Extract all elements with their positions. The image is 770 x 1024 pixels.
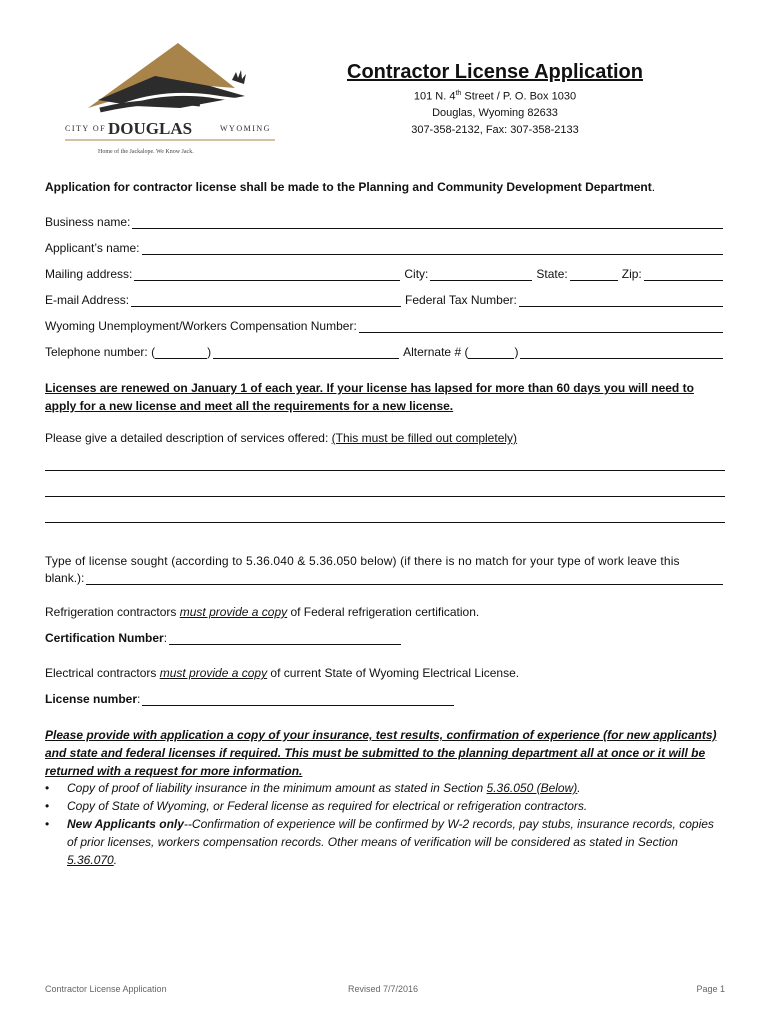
footer-title: Contractor License Application [45,984,167,994]
business-name-field[interactable] [132,216,723,229]
telephone-row [45,345,725,359]
state-label: State: [536,267,568,281]
refrigeration-post: of Federal refrigeration certification. [287,605,480,619]
page-title: Contractor License Application [347,61,643,83]
services-row [45,431,725,445]
electrical-pre: Electrical contractors [45,666,160,680]
footer-revised: Revised 7/7/2016 [348,984,419,994]
city-label: City: [404,267,429,281]
alternate-area-code-field[interactable] [468,346,514,359]
electrical-post: of current State of Wyoming Electrical License. [267,666,520,680]
certification-colon: : [163,631,168,645]
services-field-line-1[interactable] [45,470,725,471]
telephone-paren: ) [207,345,212,359]
telephone-number-field[interactable] [213,346,399,359]
telephone-area-code-field[interactable] [155,346,207,359]
email-label: E-mail Address: [45,293,130,307]
business-name-label: Business name: [45,215,131,229]
bullet-icon: • [45,799,50,813]
unemployment-label: Wyoming Unemployment/Workers Compensation Number: [45,319,357,333]
instructions: Please provide with application a copy of your insurance, test results, confirmation of experience (for new applicants) and state and federal licenses if required. This must be submitted to the planning department all at once or it will be returned with a request for more information. [45,728,717,778]
zip-field[interactable] [644,268,723,281]
email-field[interactable] [131,294,401,307]
certification-number-field[interactable] [169,632,401,645]
telephone-label: Telephone number: ( [45,345,156,359]
electrical-text [45,666,725,680]
address-suffix: th [455,90,462,97]
license-number-colon: : [137,692,141,706]
federal-tax-label: Federal Tax Number: [405,293,517,307]
mailing-address-field[interactable] [134,268,400,281]
services-label: Please give a detailed description of services offered: [45,431,332,445]
refrigeration-text [45,605,725,619]
intro-text [45,180,725,194]
zip-label: Zip: [621,267,642,281]
bullet-1-end: . [577,781,581,795]
services-field-line-3[interactable] [45,522,725,523]
city-field[interactable] [430,268,532,281]
unemployment-row [45,319,725,333]
logo-douglas: DOUGLAS [108,119,193,138]
certification-label: Certification Number [45,631,164,645]
address-line-1 [340,90,650,103]
applicant-name-field[interactable] [142,242,724,255]
address-line-2: Douglas, Wyoming 82633 [432,107,558,119]
section-link-5-36-070[interactable]: 5.36.070 [67,853,114,867]
license-number-row [45,692,725,706]
list-item [45,797,725,815]
unemployment-field[interactable] [359,320,723,333]
section-link-5-36-050[interactable]: 5.36.050 (Below) [486,781,578,795]
logo-city-of: CITY OF [65,124,107,133]
requirements-list [45,779,725,869]
electrical-emphasis: must provide a copy [159,666,268,680]
phone-fax-line: 307-358-2132, Fax: 307-358-2133 [411,124,579,136]
certification-row [45,631,725,645]
mailing-address-label: Mailing address: [45,267,133,281]
mailing-address-row [45,267,725,281]
bullet-3-end: . [113,853,118,867]
list-item [45,779,725,797]
bullet-icon: • [45,817,50,831]
services-note: (This must be filled out completely) [331,431,518,445]
list-item-text [67,815,725,869]
logo-wyoming: WYOMING [220,124,271,133]
refrigeration-pre: Refrigeration contractors [45,605,180,619]
intro-statement: Application for contractor license shall be made to the Planning and Community Development Department [45,180,652,194]
mountain-logo-icon [60,38,280,163]
services-field-line-2[interactable] [45,496,725,497]
license-type-row [45,571,725,585]
new-applicants-label: New Applicants only [67,817,184,831]
intro-period: . [651,180,656,194]
license-number-label: License number [45,692,138,706]
business-name-row [45,215,725,229]
bullet-3-text: --Confirmation of experience will be confirmed by W-2 records, pay stubs, insurance records, copies of prior licenses, workers compensation records. Other means of verification will be considered as stated in Section [67,817,714,849]
applicant-name-row [45,241,725,255]
applicant-name-label: Applicant’s name: [45,241,140,255]
alternate-paren: ) [514,345,519,359]
city-logo [60,38,280,163]
alternate-label: Alternate # ( [403,345,469,359]
footer-page-number: Page 1 [696,984,725,994]
email-row [45,293,725,307]
license-number-field[interactable] [142,693,454,706]
license-type-text: Type of license sought (according to 5.36.040 & 5.36.050 below) (if there is no match for your type of work leave this [45,554,680,568]
list-item [45,815,725,869]
address-street: Street / P. O. Box 1030 [461,90,577,103]
state-field[interactable] [570,268,618,281]
address-street-number: 101 N. 4 [413,90,456,103]
bullet-icon: • [45,781,50,795]
federal-tax-field[interactable] [519,294,723,307]
renewal-notice: Licenses are renewed on January 1 of each year. If your license has lapsed for more than 60 days you will need to apply for a new license and meet all the requirements for a new license. [45,381,694,413]
list-item-text [67,779,725,797]
refrigeration-emphasis: must provide a copy [179,605,288,619]
bullet-1-text: Copy of proof of liability insurance in the minimum amount as stated in Section [67,781,487,795]
bullet-2-text: Copy of State of Wyoming, or Federal license as required for electrical or refrigeration contractors. [67,799,588,813]
license-type-label: blank.): [45,571,85,585]
logo-tagline: Home of the Jackalope. We Know Jack. [98,149,194,155]
alternate-number-field[interactable] [520,346,723,359]
license-type-field[interactable] [86,572,723,585]
